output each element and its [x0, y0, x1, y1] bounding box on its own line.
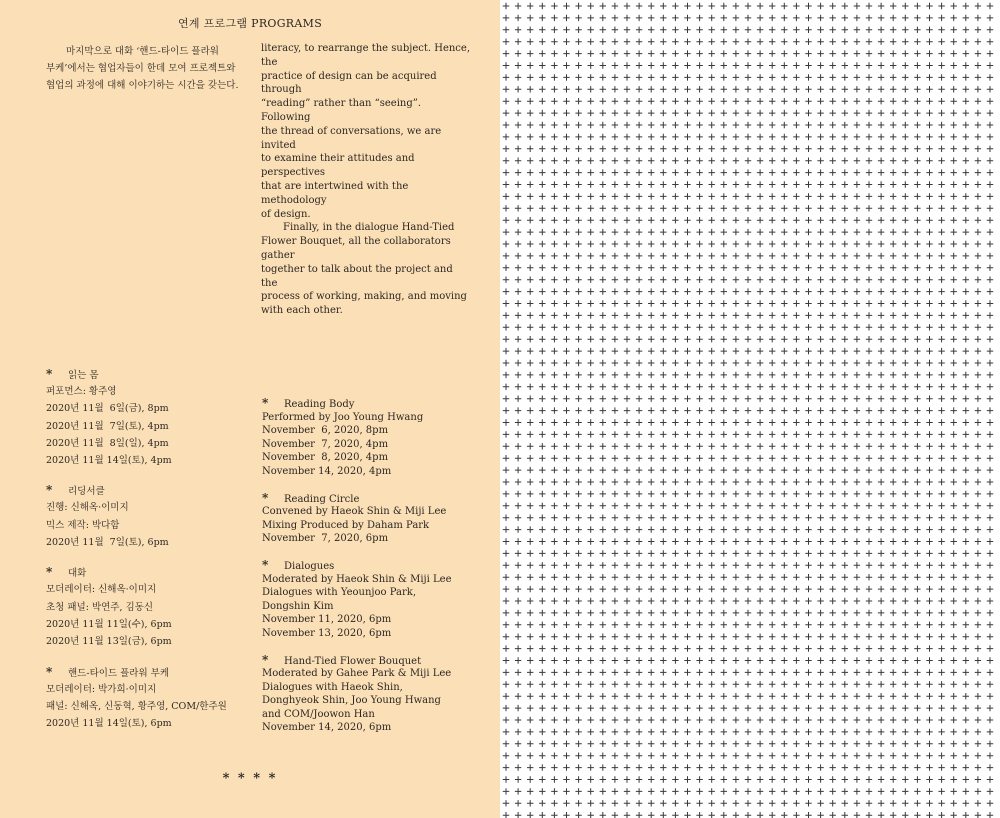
end-mark: * * * * — [222, 771, 278, 786]
english-program-line: November 8, 2020, 4pm — [262, 452, 389, 464]
right-page — [500, 0, 1000, 818]
english-program-block — [262, 654, 482, 736]
english-program-line: Convened by Haeok Shin & Miji Lee — [262, 506, 447, 518]
korean-program-line: 2020년 11월 8일(일), 4pm — [46, 437, 169, 449]
korean-program-block — [46, 482, 256, 551]
korean-program-list — [46, 366, 256, 745]
korean-program-title: * 대화 — [46, 565, 87, 580]
korean-intro-line: 마지막으로 대화 ‘핸드-타이드 플라워 — [66, 46, 219, 57]
english-intro-paragraph: literacy, to rearrange the subject. Hence, the practice of design can be acquired through “reading” rather than “seeing”. Following the thread of conversations, we are invited to examine their attitudes and perspectives that are intertwined with the methodology of design. — [261, 43, 470, 220]
korean-program-line: 패널: 신해옥, 신동혁, 황주영, COM/한주원 — [46, 700, 227, 712]
english-program-line: November 6, 2020, 8pm — [262, 425, 389, 437]
english-program-line: Moderated by Gahee Park & Miji Lee — [262, 668, 452, 680]
korean-program-line: 진행: 신해옥·이미지 — [46, 502, 129, 514]
korean-program-line: 모더레이터: 박가희·이미지 — [46, 683, 157, 695]
english-program-line: Moderated by Haeok Shin & Miji Lee — [262, 573, 452, 585]
english-program-line: November 7, 2020, 6pm — [262, 533, 389, 545]
english-program-line: November 14, 2020, 6pm — [262, 722, 392, 734]
korean-intro-line: 부케’에서는 협업자들이 한데 모여 프로젝트와 — [46, 63, 236, 74]
asterisk-icon: * — [262, 490, 269, 505]
korean-program-block — [46, 564, 256, 650]
english-program-line: November 7, 2020, 4pm — [262, 438, 389, 450]
plus-pattern — [500, 0, 1000, 818]
english-intro — [261, 42, 471, 318]
asterisk-icon: * — [262, 396, 269, 410]
korean-program-block — [46, 664, 256, 733]
english-program-line: Mixing Produced by Daham Park — [262, 519, 430, 531]
korean-intro-line: 협업의 과정에 대해 이야기하는 시간을 갖는다. — [46, 80, 239, 91]
korean-program-title: * 리딩서클 — [46, 483, 105, 498]
asterisk-icon: * — [46, 664, 53, 679]
english-program-title: * Dialogues — [262, 557, 335, 572]
korean-program-line: 2020년 11월 7일(토), 6pm — [46, 537, 169, 549]
english-program-block — [262, 559, 482, 641]
page-title: 연계 프로그램 PROGRAMS — [177, 17, 323, 30]
korean-program-title: * 핸드-타이드 플라워 부케 — [46, 664, 170, 679]
asterisk-icon: * — [46, 367, 53, 381]
korean-program-title: * 읽는 몸 — [46, 367, 99, 381]
english-program-title: * Reading Circle — [262, 490, 360, 505]
asterisk-icon: * — [46, 565, 53, 580]
asterisk-icon: * — [262, 557, 269, 572]
korean-program-line: 2020년 11월 14일(토), 6pm — [46, 718, 172, 730]
english-program-line: November 11, 2020, 6pm — [262, 614, 392, 626]
korean-program-line: 초청 패널: 박연주, 김동신 — [46, 601, 154, 613]
english-program-block — [262, 397, 482, 479]
korean-program-block — [46, 366, 256, 469]
english-intro-paragraph: Finally, in the dialogue Hand-Tied Flower Bouquet, all the collaborators gather together to talk about the project and the process of working, making, and moving with each other. — [261, 222, 467, 317]
korean-intro — [46, 43, 251, 94]
asterisk-icon: * — [262, 652, 269, 667]
english-program-line: Dialogues with Haeok Shin, — [262, 681, 403, 693]
english-program-line: Dialogues with Yeounjoo Park, — [262, 587, 416, 599]
english-program-title: * Reading Body — [262, 396, 355, 410]
english-program-line: Donghyeok Shin, Joo Young Hwang — [262, 695, 441, 707]
english-program-line: and COM/Joowon Han — [262, 708, 375, 720]
asterisk-icon: * — [46, 483, 53, 498]
korean-program-line: 2020년 11월 11일(수), 6pm — [46, 618, 172, 630]
english-program-title: * Hand-Tied Flower Bouquet — [262, 652, 422, 667]
plus-grid-path — [503, 3, 993, 818]
korean-program-line: 믹스 제작: 박다함 — [46, 519, 120, 531]
korean-program-line: 2020년 11월 14일(토), 4pm — [46, 455, 172, 467]
english-program-block — [262, 492, 482, 546]
english-program-list — [262, 397, 482, 748]
korean-program-line: 모더레이터: 신해옥·이미지 — [46, 584, 157, 596]
english-program-line: November 14, 2020, 4pm — [262, 465, 392, 477]
english-program-line: Dongshin Kim — [262, 600, 334, 612]
korean-program-line: 2020년 11월 6일(금), 8pm — [46, 403, 169, 415]
korean-program-line: 퍼포먼스: 황주영 — [46, 386, 117, 397]
korean-program-line: 2020년 11월 7일(토), 4pm — [46, 420, 169, 432]
korean-program-line: 2020년 11월 13일(금), 6pm — [46, 636, 172, 648]
english-program-line: Performed by Joo Young Hwang — [262, 411, 424, 423]
english-program-line: November 13, 2020, 6pm — [262, 627, 392, 639]
